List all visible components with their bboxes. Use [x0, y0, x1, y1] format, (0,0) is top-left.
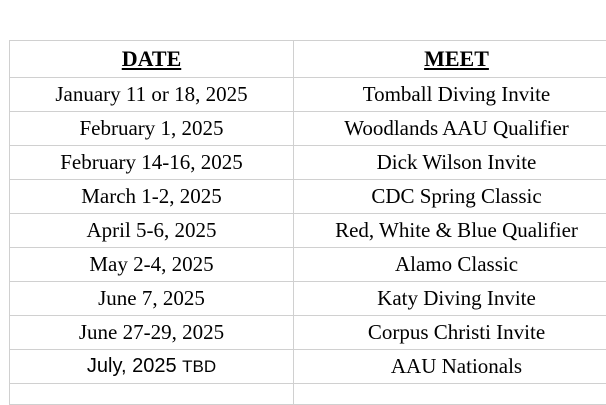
date-cell: May 2-4, 2025: [10, 248, 294, 282]
meet-cell: Dick Wilson Invite: [294, 146, 606, 180]
tbd-note: TBD: [182, 357, 217, 376]
meet-cell: Woodlands AAU Qualifier: [294, 112, 606, 146]
meet-cell: Red, White & Blue Qualifier: [294, 214, 606, 248]
header-row: [10, 41, 606, 78]
date-cell: March 1-2, 2025: [10, 180, 294, 214]
table-row: [10, 112, 606, 146]
empty-cell: [10, 384, 294, 405]
date-cell: February 1, 2025: [10, 112, 294, 146]
table-row: [10, 214, 606, 248]
table-row: [10, 146, 606, 180]
table-row: [10, 78, 606, 112]
date-cell: February 14-16, 2025: [10, 146, 294, 180]
table-row: [10, 350, 606, 384]
date-cell: April 5-6, 2025: [10, 214, 294, 248]
meet-schedule-table: [9, 40, 606, 405]
table-row: [10, 180, 606, 214]
date-column-header: DATE: [10, 41, 294, 78]
meet-cell: Corpus Christi Invite: [294, 316, 606, 350]
meet-cell: CDC Spring Classic: [294, 180, 606, 214]
date-cell: January 11 or 18, 2025: [10, 78, 294, 112]
meet-cell: Alamo Classic: [294, 248, 606, 282]
table-row: [10, 248, 606, 282]
date-value: July, 2025: [86, 355, 177, 377]
date-cell: June 7, 2025: [10, 282, 294, 316]
empty-row: [10, 384, 606, 405]
meet-cell: Tomball Diving Invite: [294, 78, 606, 112]
meet-cell: Katy Diving Invite: [294, 282, 606, 316]
table-row: [10, 316, 606, 350]
table-row: [10, 282, 606, 316]
meet-cell: AAU Nationals: [294, 350, 606, 384]
date-cell: [10, 350, 294, 384]
meet-column-header: MEET: [294, 41, 606, 78]
date-cell: June 27-29, 2025: [10, 316, 294, 350]
empty-cell: [294, 384, 606, 405]
